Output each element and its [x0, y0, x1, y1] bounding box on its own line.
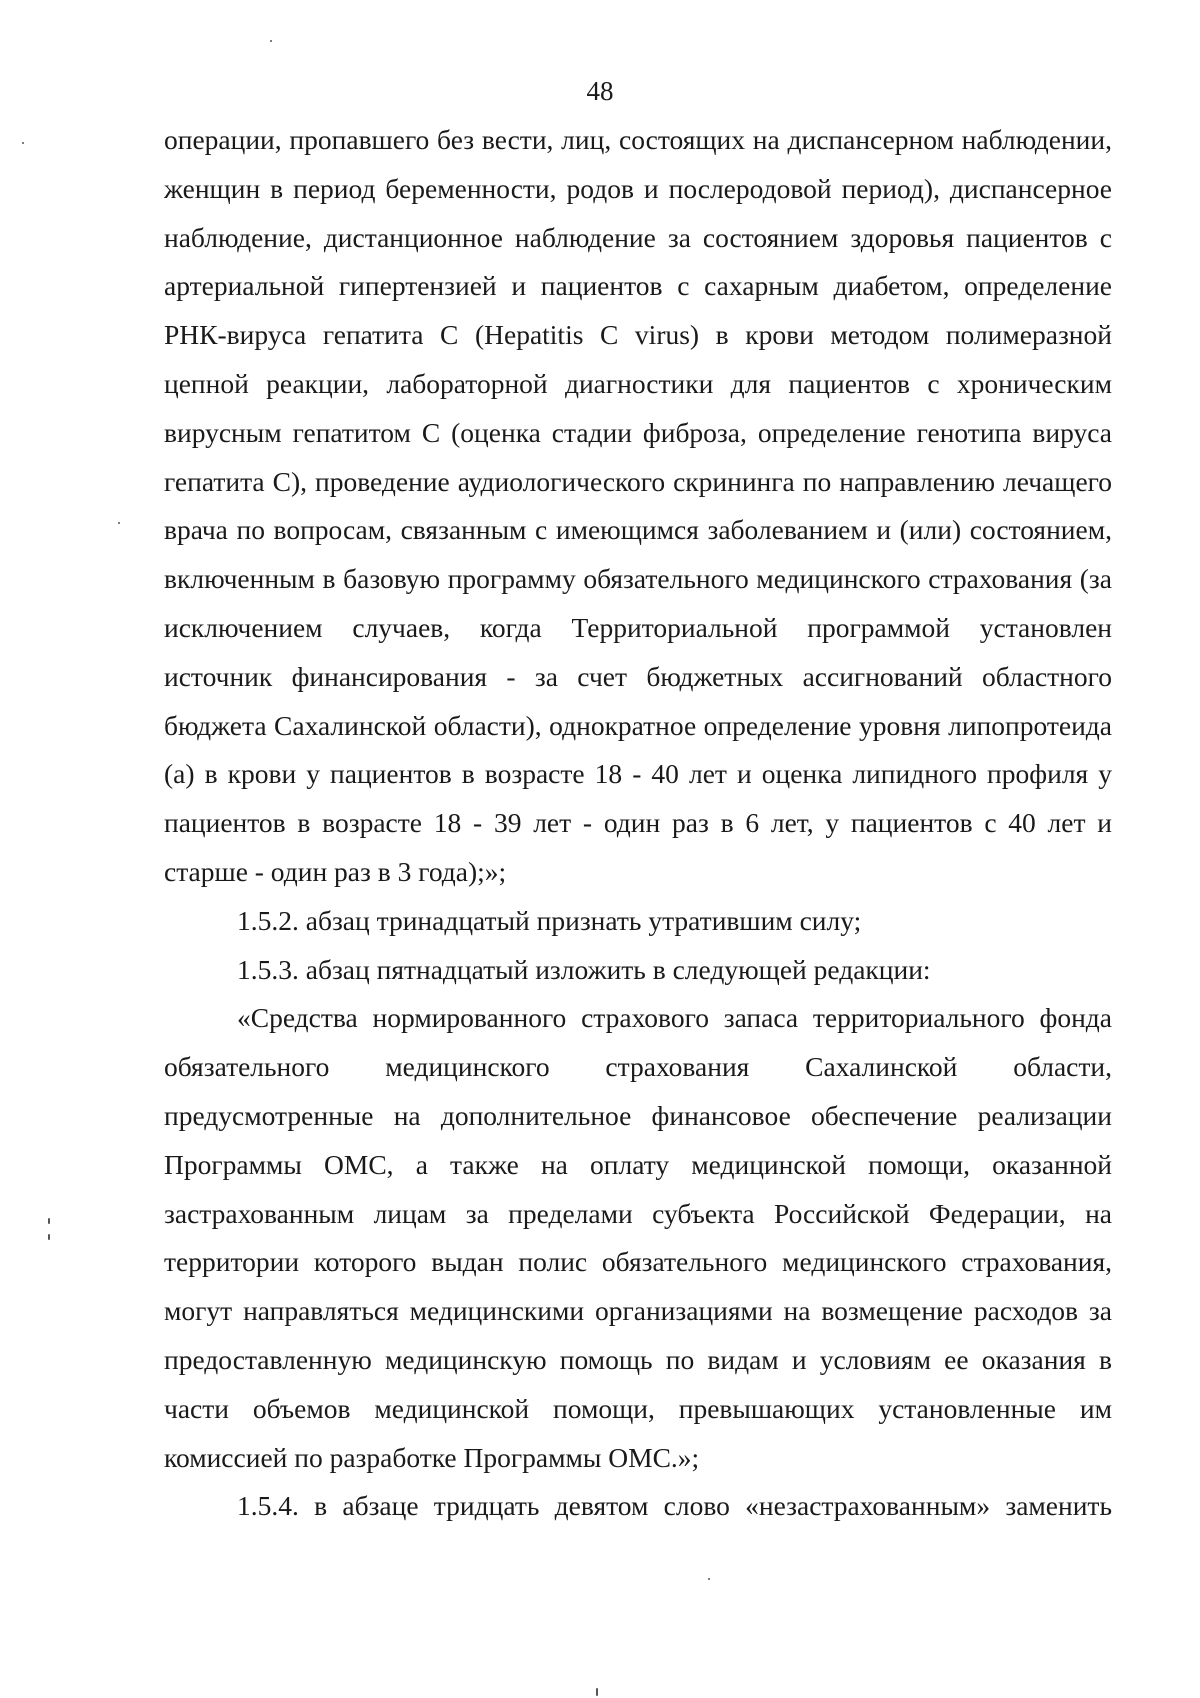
paragraph-continuation: операции, пропавшего без вести, лиц, состоящих на диспансерном наблюдении, женщин в период беременности, родов и послеродовой период), диспансерное наблюдение, дистанционное наблюдение за состоянием здоровья пациентов с артериальной гипертензией и пациентов с сахарным диабетом, определение РНК-вируса гепатита C (Hepatitis C virus) в крови методом полимеразной цепной реакции, лабораторной диагностики для пациентов с хроническим вирусным гепатитом C (оценка стадии фиброза, определение генотипа вируса гепатита C), проведение аудиологического скрининга по направлению лечащего врача по вопросам, связанным с имеющимся заболеванием и (или) состоянием, включенным в базовую программу обязательного медицинского страхования (за исключением случаев, когда Территориальной программой установлен источник финансирования - за счет бюджетных ассигнований областного бюджета Сахалинской области), однократное определение уровня липопротеида (а) в крови у пациентов в возрасте 18 - 40 лет и оценка липидного профиля у пациентов в возрасте 18 - 39 лет - один раз в 6 лет, у пациентов с 40 лет и старше - один раз в 3 года);»; — [164, 124, 1112, 887]
scan-speck — [596, 1688, 598, 1696]
paragraph-1-5-2: 1.5.2. абзац тринадцатый признать утратившим силу; — [237, 904, 862, 936]
document-body — [164, 116, 1112, 1531]
scan-speck — [48, 1218, 50, 1224]
scan-speck — [48, 1234, 50, 1240]
scan-speck — [118, 522, 120, 524]
scan-speck — [270, 40, 272, 42]
scan-speck — [708, 1578, 710, 1580]
paragraph-quoted-insert: «Средства нормированного страхового запаса территориального фонда обязательного медицинского страхования Сахалинской области, предусмотренные на дополнительное финансовое обеспечение реализации Программы ОМС, а также на оплату медицинской помощи, оказанной застрахованным лицам за пределами субъекта Российской Федерации, на территории которого выдан полис обязательного медицинского страхования, могут направляться медицинскими организациями на возмещение расходов за предоставленную медицинскую помощь по видам и условиям ее оказания в части объемов медицинской помощи, превышающих установленные им комиссией по разработке Программы ОМС.»; — [164, 1002, 1112, 1473]
paragraph-1-5-3: 1.5.3. абзац пятнадцатый изложить в следующей редакции: — [237, 953, 931, 985]
page-number: 48 — [586, 76, 614, 106]
scan-speck — [22, 142, 24, 144]
paragraph-1-5-4: 1.5.4. в абзаце тридцать девятом слово «незастрахованным» заменить — [237, 1490, 1112, 1522]
